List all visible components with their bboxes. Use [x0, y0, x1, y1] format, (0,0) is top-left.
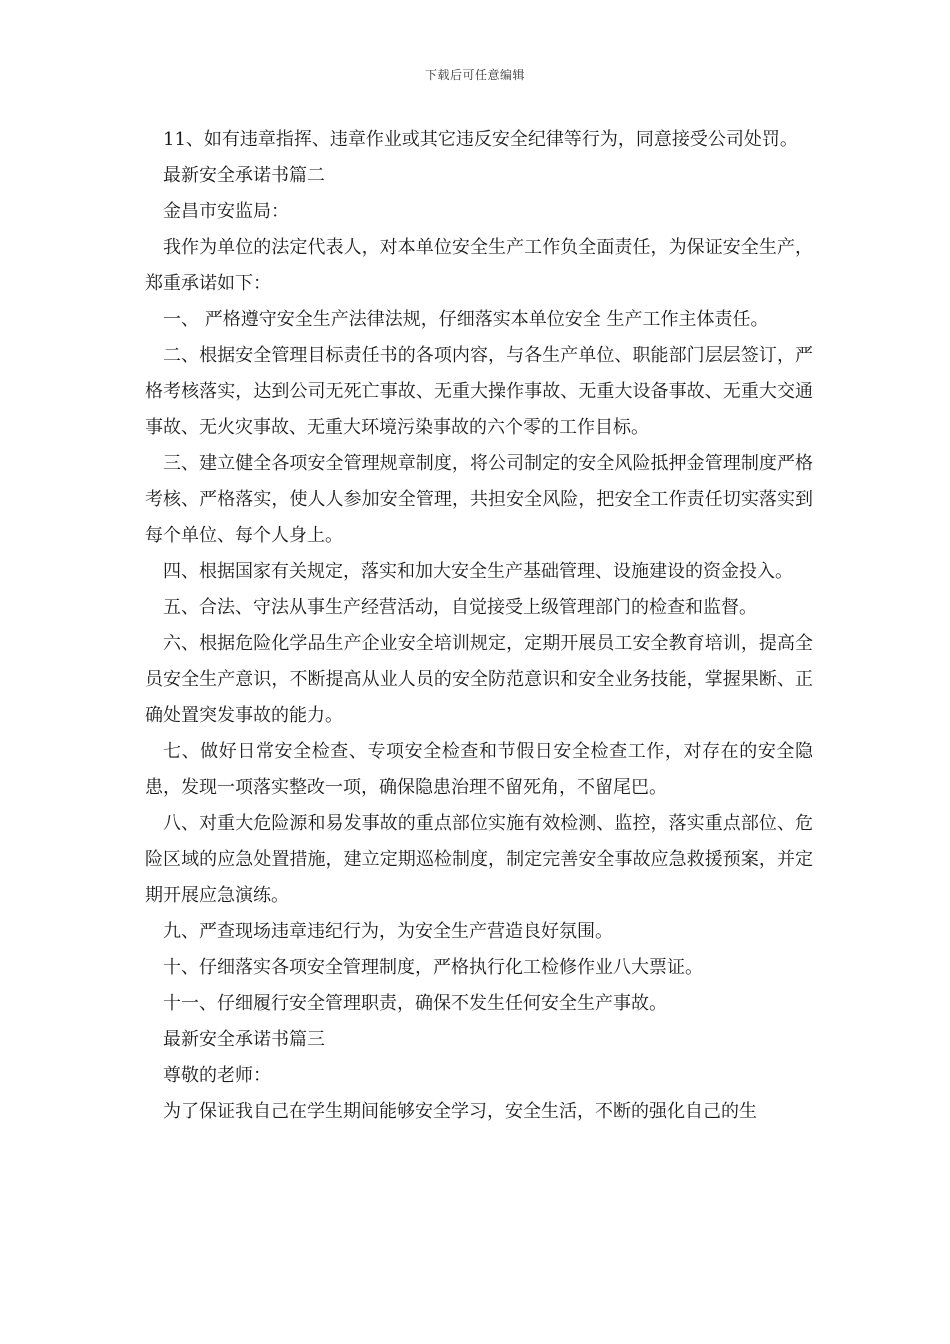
section-heading-part-two: 最新安全承诺书篇二: [163, 165, 325, 186]
paragraph-item-2: 二、根据安全管理目标责任书的各项内容，与各生产单位、职能部门层层签订，严格考核落实，达到公司无死亡事故、无重大操作事故、无重大设备事故、无重大交通事故、无火灾事故、无重大环境污染事故的六个零的工作目标。: [145, 345, 813, 438]
paragraph-item-10: 十、仔细落实各项安全管理制度，严格执行化工检修作业八大票证。: [163, 957, 703, 978]
document-body: [145, 122, 813, 1130]
paragraph-item-1: 一、 严格遵守安全生产法律法规，仔细落实本单位安全 生产工作主体责任。: [163, 309, 769, 330]
paragraph-item-8: 八、对重大危险源和易发事故的重点部位实施有效检测、监控，落实重点部位、危险区域的应急处置措施，建立定期巡检制度，制定完善安全事故应急救援预案，并定期开展应急演练。: [145, 813, 813, 906]
header-note: 下载后可任意编辑: [424, 68, 525, 82]
paragraph-item-4: 四、根据国家有关规定，落实和加大安全生产基础管理、设施建设的资金投入。: [163, 561, 793, 582]
paragraph-item-11: 11、如有违章指挥、违章作业或其它违反安全纪律等行为，同意接受公司处罚。: [163, 129, 798, 150]
salutation-bureau: 金昌市安监局：: [163, 201, 289, 222]
paragraph-item-5: 五、合法、守法从事生产经营活动，自觉接受上级管理部门的检查和监督。: [163, 597, 757, 618]
salutation-teacher: 尊敬的老师：: [163, 1065, 271, 1086]
paragraph-intro: 我作为单位的法定代表人，对本单位安全生产工作负全面责任，为保证安全生产，郑重承诺如下：: [145, 237, 813, 294]
paragraph-item-11b: 十一、仔细履行安全管理职责，确保不发生任何安全生产事故。: [163, 993, 667, 1014]
paragraph-item-7: 七、做好日常安全检查、专项安全检查和节假日安全检查工作，对存在的安全隐患，发现一项落实整改一项，确保隐患治理不留死角，不留尾巴。: [145, 741, 813, 798]
paragraph-item-3: 三、建立健全各项安全管理规章制度，将公司制定的安全风险抵押金管理制度严格考核、严格落实，使人人参加安全管理，共担安全风险，把安全工作责任切实落实到每个单位、每个人身上。: [145, 453, 813, 546]
paragraph-item-9: 九、严查现场违章违纪行为，为安全生产营造良好氛围。: [163, 921, 613, 942]
paragraph-item-6: 六、根据危险化学品生产企业安全培训规定，定期开展员工安全教育培训，提高全员安全生产意识，不断提高从业人员的安全防范意识和安全业务技能，掌握果断、正确处置突发事故的能力。: [145, 633, 813, 726]
section-heading-part-three: 最新安全承诺书篇三: [163, 1029, 325, 1050]
paragraph-student-intro: 为了保证我自己在学生期间能够安全学习，安全生活，不断的强化自己的生: [163, 1101, 757, 1122]
